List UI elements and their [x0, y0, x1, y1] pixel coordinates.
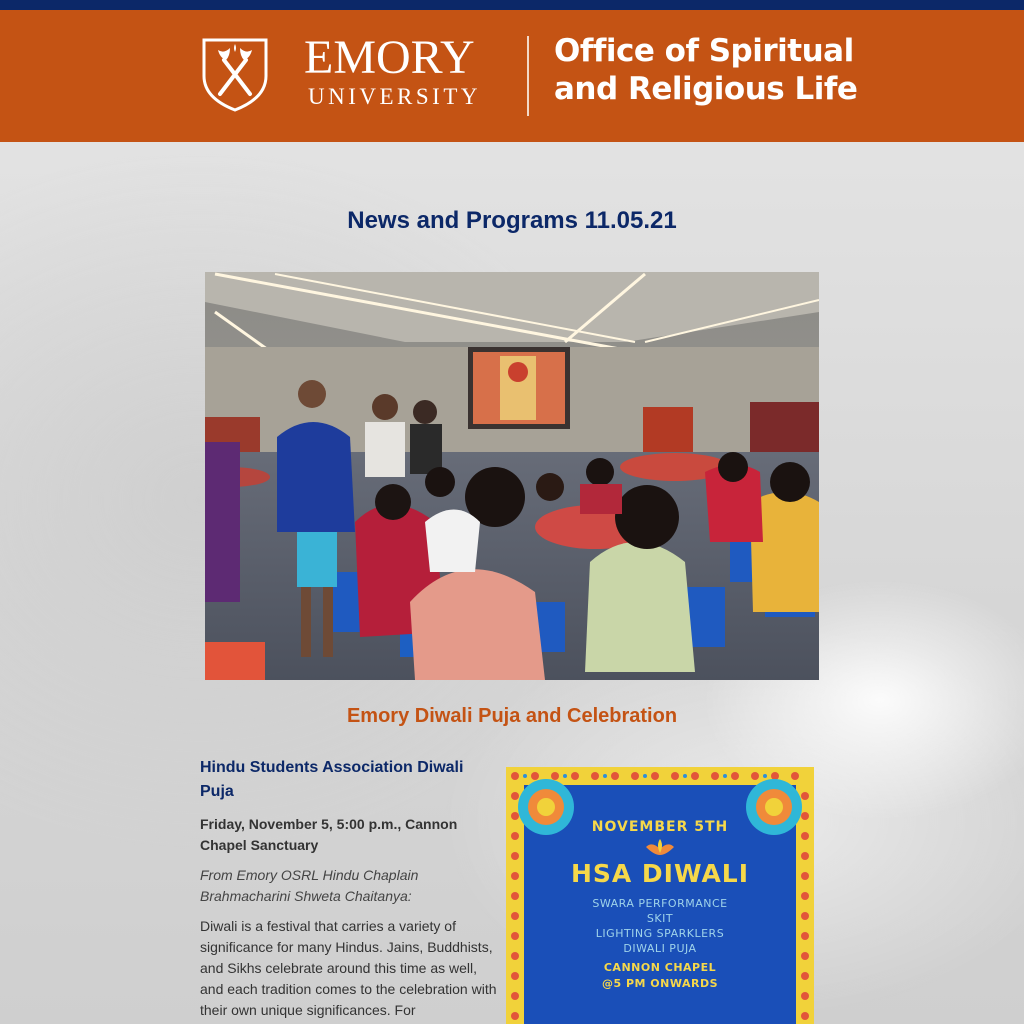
- poster-line: DIWALI PUJA: [623, 942, 697, 955]
- top-accent-bar: [0, 0, 1024, 10]
- poster-date: NOVEMBER 5TH: [591, 819, 729, 835]
- article-from: From Emory OSRL Hindu Chaplain Brahmacharini Shweta Chaitanya:: [200, 867, 419, 904]
- university-name: EMORY: [304, 31, 475, 84]
- poster-line: SWARA PERFORMANCE: [592, 897, 728, 910]
- university-wordmark[interactable]: [304, 31, 481, 110]
- emory-shield-torch-icon[interactable]: [200, 36, 270, 112]
- university-sub: UNIVERSITY: [308, 84, 481, 109]
- office-name[interactable]: [554, 32, 857, 108]
- article-body: Diwali is a festival that carries a variety of significance for many Hindus. Jains, Buddhists, and Sikhs celebrate around this time as well, and each tradition comes to the celebration with their own unique significances. For: [200, 918, 497, 1018]
- section-title: Emory Diwali Puja and Celebration: [346, 705, 678, 727]
- office-line-1: Office of Spiritual: [554, 33, 854, 69]
- page-title: News and Programs 11.05.21: [347, 207, 677, 234]
- article-title[interactable]: Hindu Students Association Diwali Puja: [200, 759, 464, 800]
- poster-time: @5 PM ONWARDS: [601, 977, 719, 990]
- header-banner: [0, 10, 1024, 142]
- hero-photo-illustration: [205, 272, 819, 680]
- poster-line: SKIT: [646, 912, 674, 925]
- poster-line: LIGHTING SPARKLERS: [595, 927, 725, 940]
- article: [200, 756, 498, 1021]
- office-line-2: and Religious Life: [554, 71, 858, 107]
- poster-title: HSA DIWALI: [570, 859, 750, 888]
- article-when: Friday, November 5, 5:00 p.m., Cannon Chapel Sanctuary: [200, 816, 458, 853]
- header-divider: [527, 36, 529, 116]
- hsa-diwali-poster[interactable]: [506, 767, 814, 1024]
- poster-venue: CANNON CHAPEL: [603, 961, 717, 974]
- diwali-celebration-photo[interactable]: [205, 272, 819, 680]
